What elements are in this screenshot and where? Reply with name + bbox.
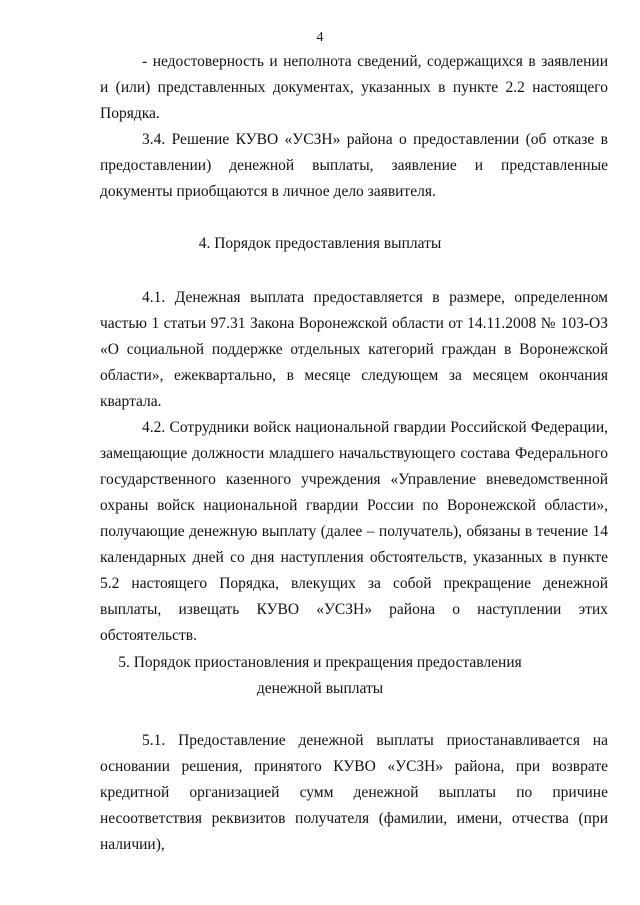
paragraph-4-1: 4.1. Денежная выплата предоставляется в размере, определенном частью 1 статьи 97.31 Закона Воронежской области от 14.11.2008 № 103-ОЗ «О социальной поддержке отдельных категорий граждан в Воронежской области», ежеквартально, в месяце следующем за месяцем окончания квартала.	[100, 289, 608, 410]
section-5-heading-line-1: 5. Порядок приостановления и прекращения предоставления	[118, 654, 522, 671]
paragraph-3-4: 3.4. Решение КУВО «УСЗН» района о предоставлении (об отказе в предоставлении) денежной выплаты, заявление и представленные документы приобщаются в личное дело заявителя.	[100, 131, 608, 200]
paragraph-incomplete-info: - недостоверность и неполнота сведений, содержащихся в заявлении и (или) представленных документах, указанных в пункте 2.2 настоящего Порядка.	[100, 53, 608, 122]
section-5-heading-line-2: денежной выплаты	[256, 680, 384, 697]
page-number: 4	[316, 30, 324, 45]
paragraph-5-1: 5.1. Предоставление денежной выплаты приостанавливается на основании решения, принятого КУВО «УСЗН» района, при возврате кредитной организацией сумм денежной выплаты по причине несоответствия реквизитов получателя (фамилии, имени, отчества (при наличии),	[100, 732, 608, 853]
section-4-heading: 4. Порядок предоставления выплаты	[198, 235, 442, 252]
section-5-heading	[0, 650, 640, 702]
paragraph-4-2: 4.2. Сотрудники войск национальной гвардии Российской Федерации, замещающие должности младшего начальствующего состава Федерального государственного казенного учреждения «Управление вневедомственной охраны войск национальной гвардии России по Воронежской области», получающие денежную выплату (далее – получатель), обязаны в течение 14 календарных дней со дня наступления обстоятельств, указанных в пункте 5.2 настоящего Порядка, влекущих за собой прекращение денежной выплаты, извещать КУВО «УСЗН» района о наступлении этих обстоятельств.	[100, 419, 608, 644]
